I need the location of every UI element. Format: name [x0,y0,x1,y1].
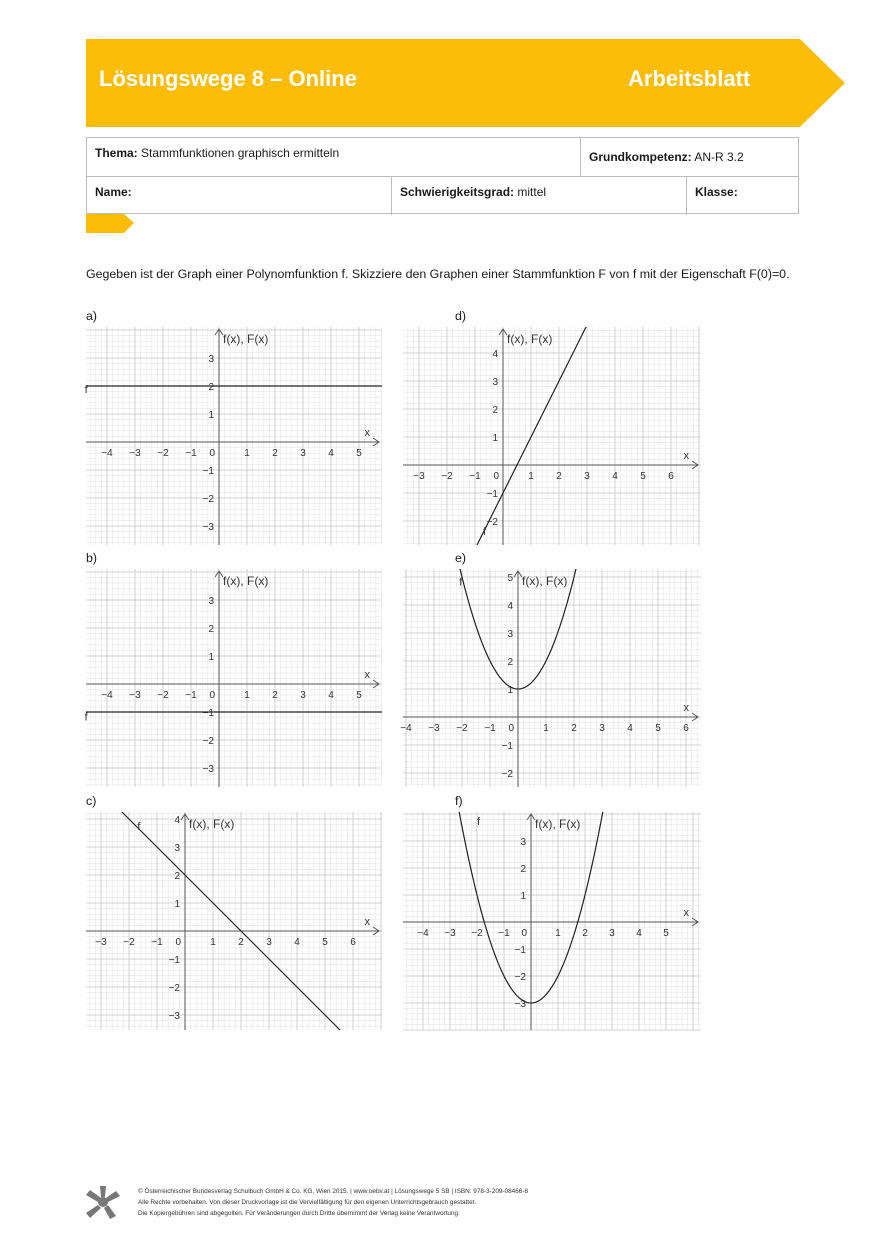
x-tick-label: 2 [571,723,577,734]
y-tick-label: −3 [514,999,526,1010]
x-tick-label: 4 [328,690,334,701]
y-tick-label: −2 [202,494,214,505]
y-axis-label: f(x), F(x) [522,574,568,588]
footer-rights: Alle Rechte vorbehalten. Von dieser Druckvorlage ist die Vervielfältigung für den eigenen Unterrichtsgebrauch gestattet. [138,1199,477,1206]
origin-label: 0 [209,690,215,701]
y-axis-label: f(x), F(x) [189,817,235,831]
x-tick-label: −2 [157,690,169,701]
x-tick-label: −4 [417,928,429,939]
thema-label: Thema: [95,146,138,160]
x-tick-label: −2 [123,937,135,948]
y-tick-label: −1 [486,489,498,500]
x-tick-label: 5 [655,723,661,734]
x-tick-label: 4 [627,723,633,734]
origin-label: 0 [508,723,514,734]
y-tick-label: 1 [492,433,498,444]
grid [86,812,382,1030]
x-axis-label: x [364,916,370,928]
function-label: f [459,576,463,589]
y-tick-label: 3 [520,837,526,848]
y-tick-label: 2 [507,657,513,668]
y-tick-label: 4 [492,349,498,360]
header-worksheet-label: Arbeitsblatt [628,66,751,91]
x-tick-label: −4 [400,723,412,734]
x-tick-label: 6 [350,937,356,948]
y-tick-label: 2 [208,624,214,635]
graph-f[interactable] [403,812,701,1030]
x-tick-label: 5 [356,690,362,701]
grid [86,327,382,545]
schwierigkeit-cell [392,177,686,215]
y-tick-label: −1 [202,466,214,477]
x-tick-label: 2 [272,690,278,701]
y-tick-label: 4 [507,601,513,612]
x-tick-label: 2 [556,471,562,482]
x-tick-label: 4 [612,471,618,482]
part-label-b: b) [86,551,98,565]
y-axis-label: f(x), F(x) [223,332,269,346]
x-axis-label: x [683,702,689,714]
function-label: f [137,821,141,834]
y-tick-label: 1 [174,899,180,910]
part-label-d: d) [455,309,467,323]
x-axis-label: x [683,907,689,919]
x-axis-label: x [683,450,689,462]
y-tick-label: 1 [520,891,526,902]
x-tick-label: −2 [157,448,169,459]
x-tick-label: −2 [456,723,468,734]
schwierigkeit-label: Schwierigkeitsgrad: [400,185,515,199]
info-row-bottom [87,177,798,215]
graph-b[interactable] [86,569,382,787]
y-tick-label: −2 [202,736,214,747]
x-tick-label: 3 [266,937,272,948]
x-tick-label: 1 [543,723,549,734]
y-tick-label: −1 [514,945,526,956]
x-tick-label: 4 [328,448,334,459]
x-tick-label: 3 [300,690,306,701]
y-tick-label: 3 [492,377,498,388]
function-label: f [84,711,88,724]
y-tick-label: 4 [174,815,180,826]
x-tick-label: 4 [294,937,300,948]
x-tick-label: −3 [95,937,107,948]
part-label-c: c) [86,794,97,808]
x-tick-label: 5 [663,928,669,939]
x-tick-label: −3 [428,723,440,734]
function-label: f [483,526,487,538]
x-tick-label: 6 [668,471,674,482]
part-label-e: e) [455,551,467,565]
x-tick-label: −3 [129,690,141,701]
y-tick-label: 2 [492,405,498,416]
function-label: f [477,815,481,828]
x-tick-label: −3 [444,928,456,939]
x-tick-label: −3 [413,471,425,482]
x-tick-label: 1 [528,471,534,482]
footer-copyright: © Österreichischer Bundesverlag Schulbuch GmbH & Co. KG, Wien 2015. | www.oebv.at | Lösungswege 5 SB | ISBN: 978-3-209-08466-8 [138,1188,529,1195]
x-tick-label: −4 [101,448,113,459]
x-tick-label: −1 [469,471,481,482]
x-tick-label: 1 [244,448,250,459]
y-tick-label: −2 [168,983,180,994]
y-tick-label: 2 [208,382,214,393]
x-tick-label: 3 [609,928,615,939]
part-label-f: f) [455,794,463,808]
y-tick-label: 5 [507,573,513,584]
y-tick-label: −2 [501,769,513,780]
graph-d[interactable] [403,327,701,545]
x-tick-label: −2 [441,471,453,482]
banner-arrow-shape [0,0,890,130]
y-axis-label: f(x), F(x) [223,574,269,588]
graph-e[interactable] [400,569,701,787]
part-label-a: a) [86,309,98,323]
grundkompetenz-label: Grundkompetenz: [589,150,692,164]
x-tick-label: 3 [300,448,306,459]
x-tick-label: 5 [356,448,362,459]
x-axis-label: x [364,427,370,439]
grid [403,327,701,545]
klasse-label: Klasse: [695,185,738,199]
y-tick-label: 1 [208,410,214,421]
y-axis-label: f(x), F(x) [535,817,581,831]
y-tick-label: −2 [514,972,526,983]
function-label: f [84,384,88,396]
footer [86,1180,846,1240]
graph-a[interactable] [86,327,382,545]
grid [403,569,701,787]
y-tick-label: −3 [202,764,214,775]
x-tick-label: −1 [498,928,510,939]
origin-label: 0 [493,471,499,482]
schwierigkeit-value: mittel [517,185,547,199]
y-tick-label: 2 [520,864,526,875]
origin-label: 0 [175,937,181,948]
x-tick-label: 2 [272,448,278,459]
small-yellow-tab [0,210,140,236]
y-tick-label: 1 [208,652,214,663]
x-tick-label: −3 [129,448,141,459]
y-tick-label: 3 [174,843,180,854]
grid [86,569,382,787]
thema-cell [87,138,580,176]
x-tick-label: −1 [151,937,163,948]
x-tick-label: 1 [210,937,216,948]
klasse-cell[interactable] [687,177,798,215]
info-table [86,137,799,214]
x-tick-label: −1 [185,690,197,701]
y-tick-label: 3 [507,629,513,640]
x-tick-label: 3 [584,471,590,482]
grundkompetenz-value: AN-R 3.2 [694,150,744,164]
x-tick-label: 6 [683,723,689,734]
y-tick-label: 1 [507,685,513,696]
y-axis-label: f(x), F(x) [507,332,553,346]
y-tick-label: −1 [501,741,513,752]
x-tick-label: −2 [471,928,483,939]
y-tick-label: −1 [202,708,214,719]
graph-c[interactable] [86,812,382,1030]
x-tick-label: −1 [484,723,496,734]
header-title: Lösungswege 8 – Online [99,66,357,91]
thema-value: Stammfunktionen graphisch ermitteln [141,146,340,160]
y-tick-label: −2 [486,517,498,528]
y-tick-label: 2 [174,871,180,882]
x-tick-label: −4 [101,690,113,701]
y-tick-label: −3 [202,522,214,533]
grundkompetenz-cell [581,138,798,176]
x-tick-label: 1 [555,928,561,939]
x-tick-label: 3 [599,723,605,734]
grid [403,812,701,1030]
y-tick-label: 3 [208,596,214,607]
x-tick-label: 1 [244,690,250,701]
origin-label: 0 [209,448,215,459]
x-axis-label: x [364,669,370,681]
x-tick-label: 4 [636,928,642,939]
publisher-logo-icon [86,1186,120,1220]
name-label: Name: [95,185,132,199]
y-tick-label: −3 [168,1011,180,1022]
info-row-top [87,138,798,176]
x-tick-label: 5 [322,937,328,948]
x-tick-label: −1 [185,448,197,459]
y-tick-label: −1 [168,955,180,966]
header-banner [0,0,890,130]
origin-label: 0 [521,928,527,939]
x-tick-label: 2 [582,928,588,939]
y-tick-label: 3 [208,354,214,365]
footer-disclaimer: Die Kopiergebühren sind abgegolten. Für Veränderungen durch Dritte übernimmt der Verlag keine Verantwortung. [138,1210,460,1217]
task-description: Gegeben ist der Graph einer Polynomfunktion f. Skizziere den Graphen einer Stammfunktion F von f mit der Eigenschaft F(0)=0. [86,267,790,281]
x-tick-label: 5 [640,471,646,482]
x-tick-label: 2 [238,937,244,948]
